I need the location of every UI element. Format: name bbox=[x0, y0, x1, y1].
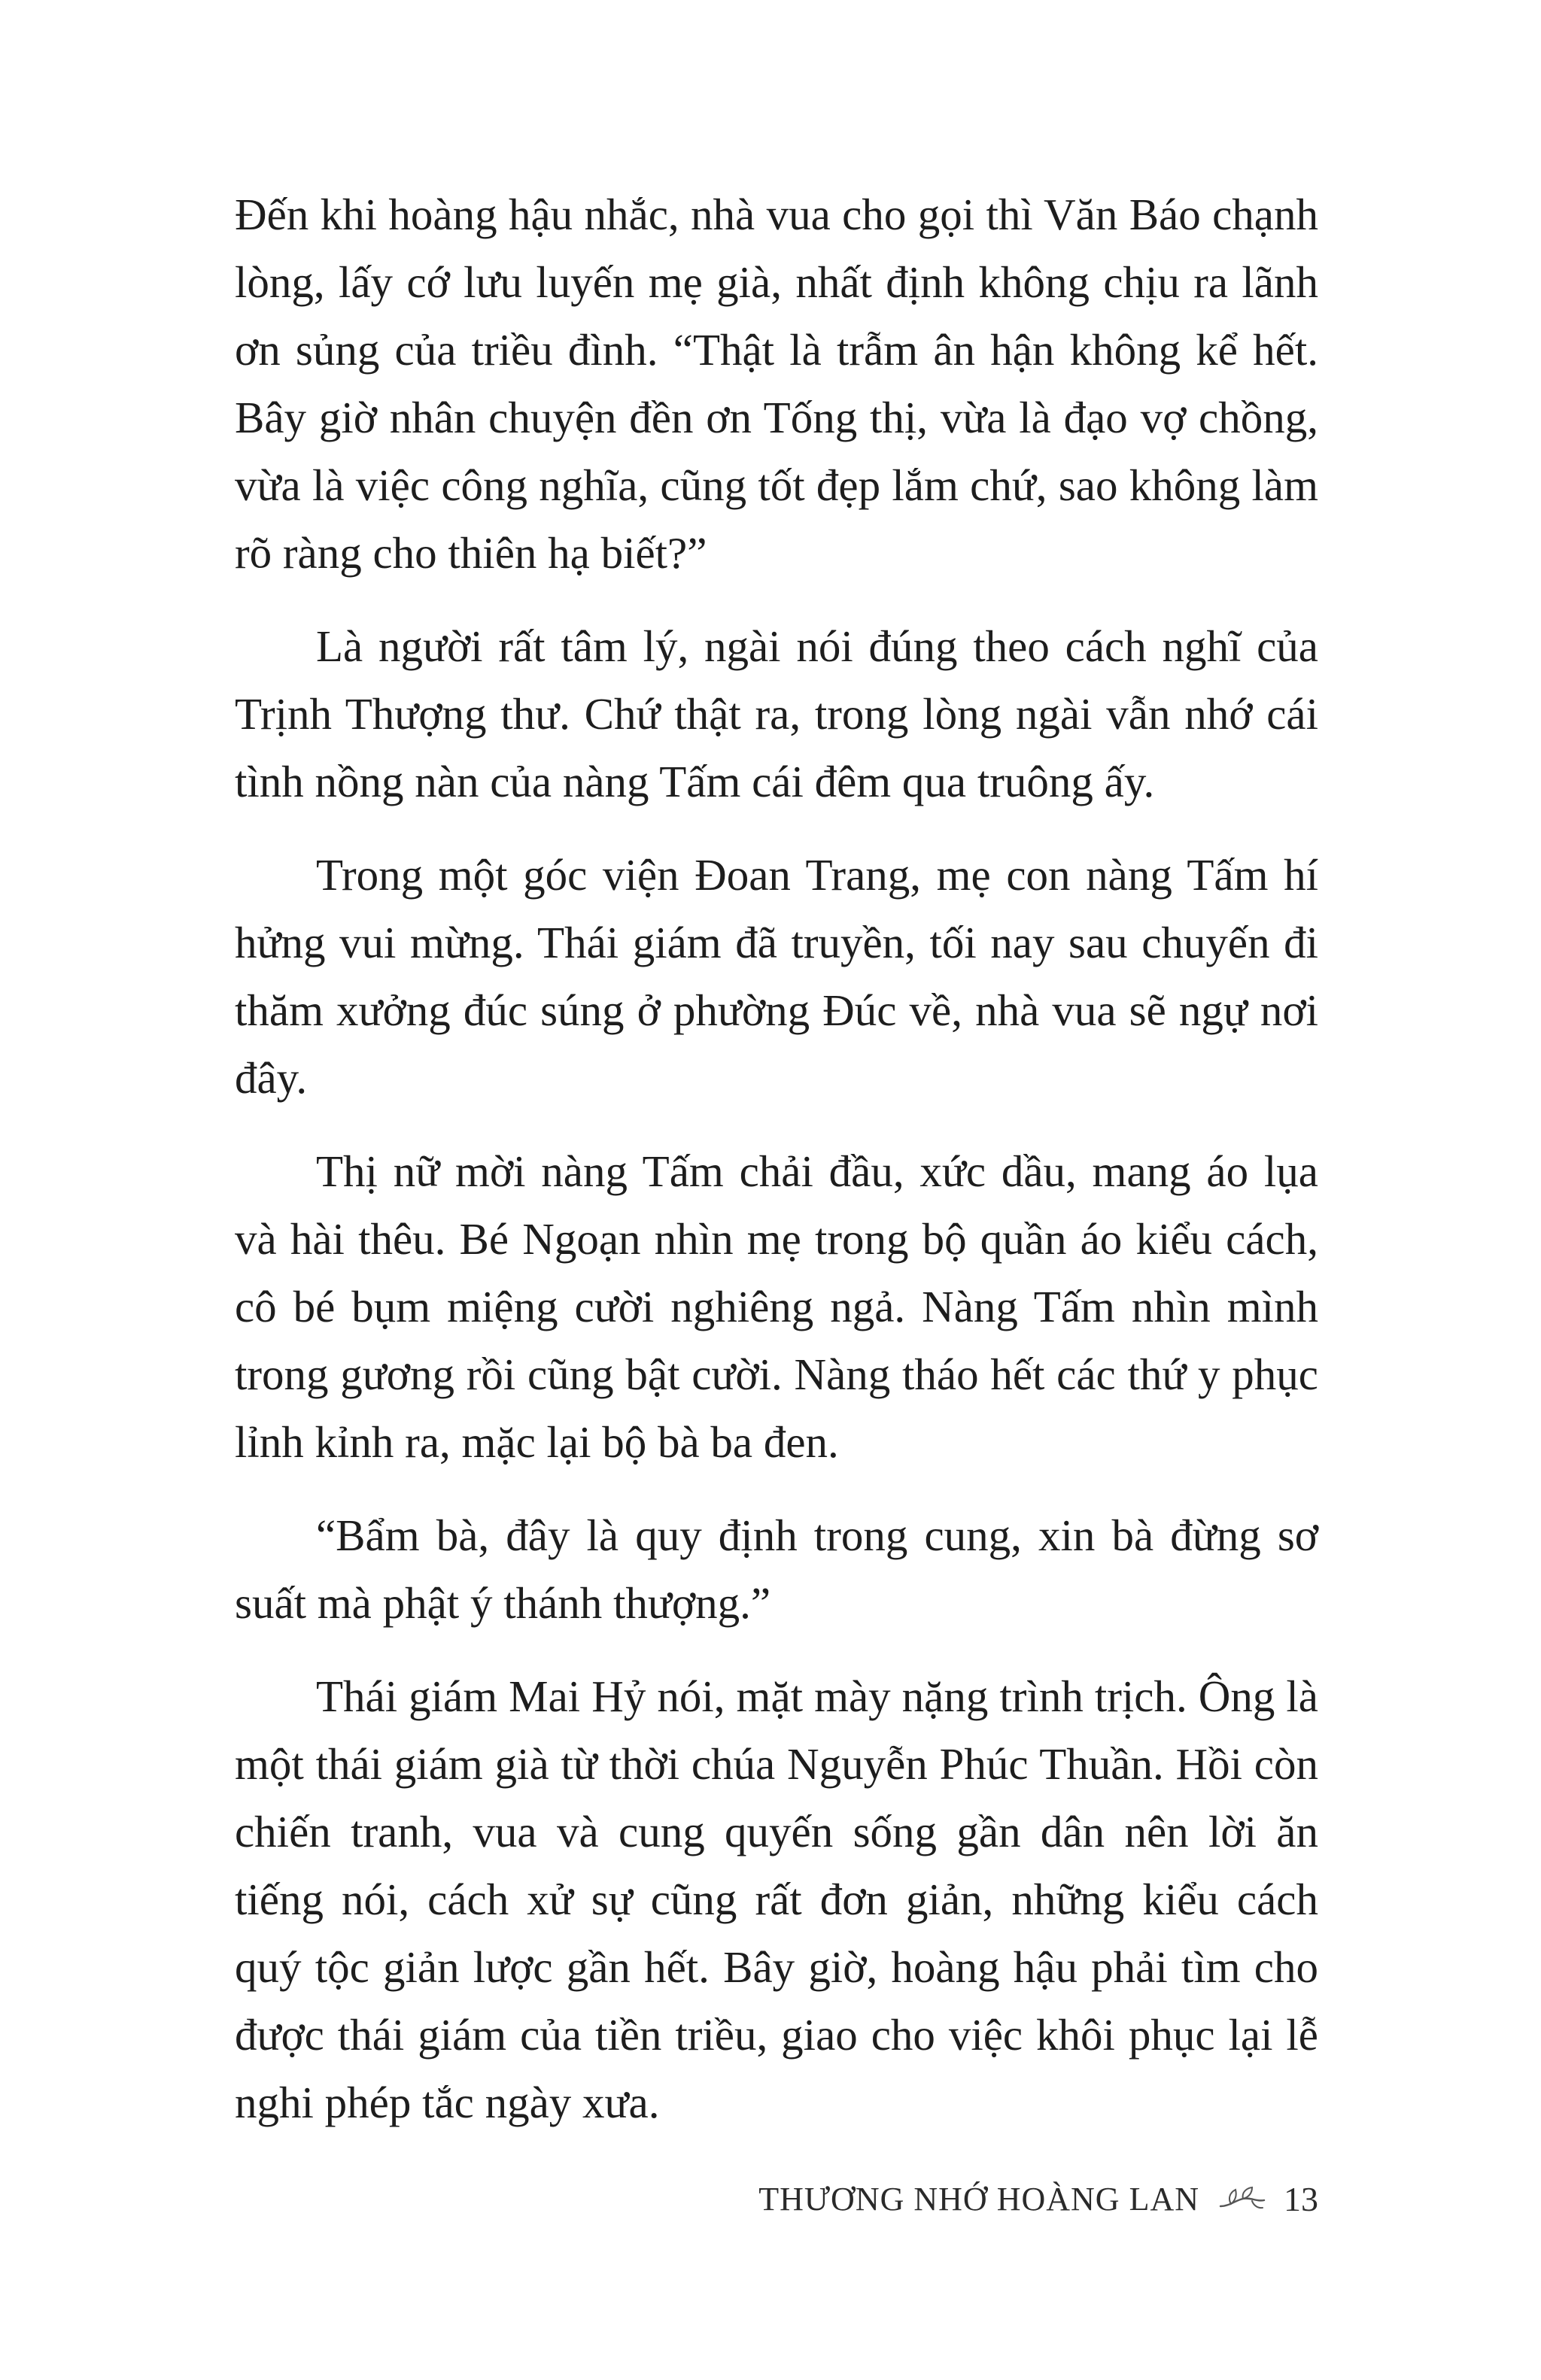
paragraph-4: Thị nữ mời nàng Tấm chải đầu, xức dầu, mang áo lụa và hài thêu. Bé Ngoạn nhìn mẹ trong bộ quần áo kiểu cách, cô bé bụm miệng cười nghiêng ngả. Nàng Tấm nhìn mình trong gương rồi cũng bật cười. Nàng tháo hết các thứ y phục lỉnh kỉnh ra, mặc lại bộ bà ba đen. bbox=[235, 1146, 1318, 1467]
paragraph-5: “Bẩm bà, đây là quy định trong cung, xin bà đừng sơ suất mà phật ý thánh thượng.” bbox=[235, 1510, 1318, 1628]
page-footer bbox=[758, 2172, 1318, 2225]
paragraph-1: Đến khi hoàng hậu nhắc, nhà vua cho gọi thì Văn Báo chạnh lòng, lấy cớ lưu luyến mẹ già, nhất định không chịu ra lãnh ơn sủng của triều đình. “Thật là trẫm ân hận không kể hết. Bây giờ nhân chuyện đền ơn Tống thị, vừa là đạo vợ chồng, vừa là việc công nghĩa, cũng tốt đẹp lắm chứ, sao không làm rõ ràng cho thiên hạ biết?” bbox=[235, 190, 1318, 578]
page-number: 13 bbox=[1284, 2179, 1318, 2218]
body-text bbox=[235, 181, 1318, 2162]
paragraph-6: Thái giám Mai Hỷ nói, mặt mày nặng trình trịch. Ông là một thái giám già từ thời chúa Nguyễn Phúc Thuần. Hồi còn chiến tranh, vua và cung quyến sống gần dân nên lời ăn tiếng nói, cách xử sự cũng rất đơn giản, những kiểu cách quý tộc giản lược gần hết. Bây giờ, hoàng hậu phải tìm cho được thái giám của tiền triều, giao cho việc khôi phục lại lễ nghi phép tắc ngày xưa. bbox=[235, 1671, 1318, 2127]
running-title: THƯƠNG NHỚ HOÀNG LAN bbox=[758, 2180, 1199, 2218]
paragraph-2: Là người rất tâm lý, ngài nói đúng theo cách nghĩ của Trịnh Thượng thư. Chứ thật ra, trong lòng ngài vẫn nhớ cái tình nồng nàn của nàng Tấm cái đêm qua truông ấy. bbox=[235, 621, 1318, 806]
paragraph-3: Trong một góc viện Đoan Trang, mẹ con nàng Tấm hí hửng vui mừng. Thái giám đã truyền, tối nay sau chuyến đi thăm xưởng đúc súng ở phường Đúc về, nhà vua sẽ ngự nơi đây. bbox=[235, 850, 1318, 1103]
leaf-ornament-icon bbox=[1217, 2184, 1267, 2214]
